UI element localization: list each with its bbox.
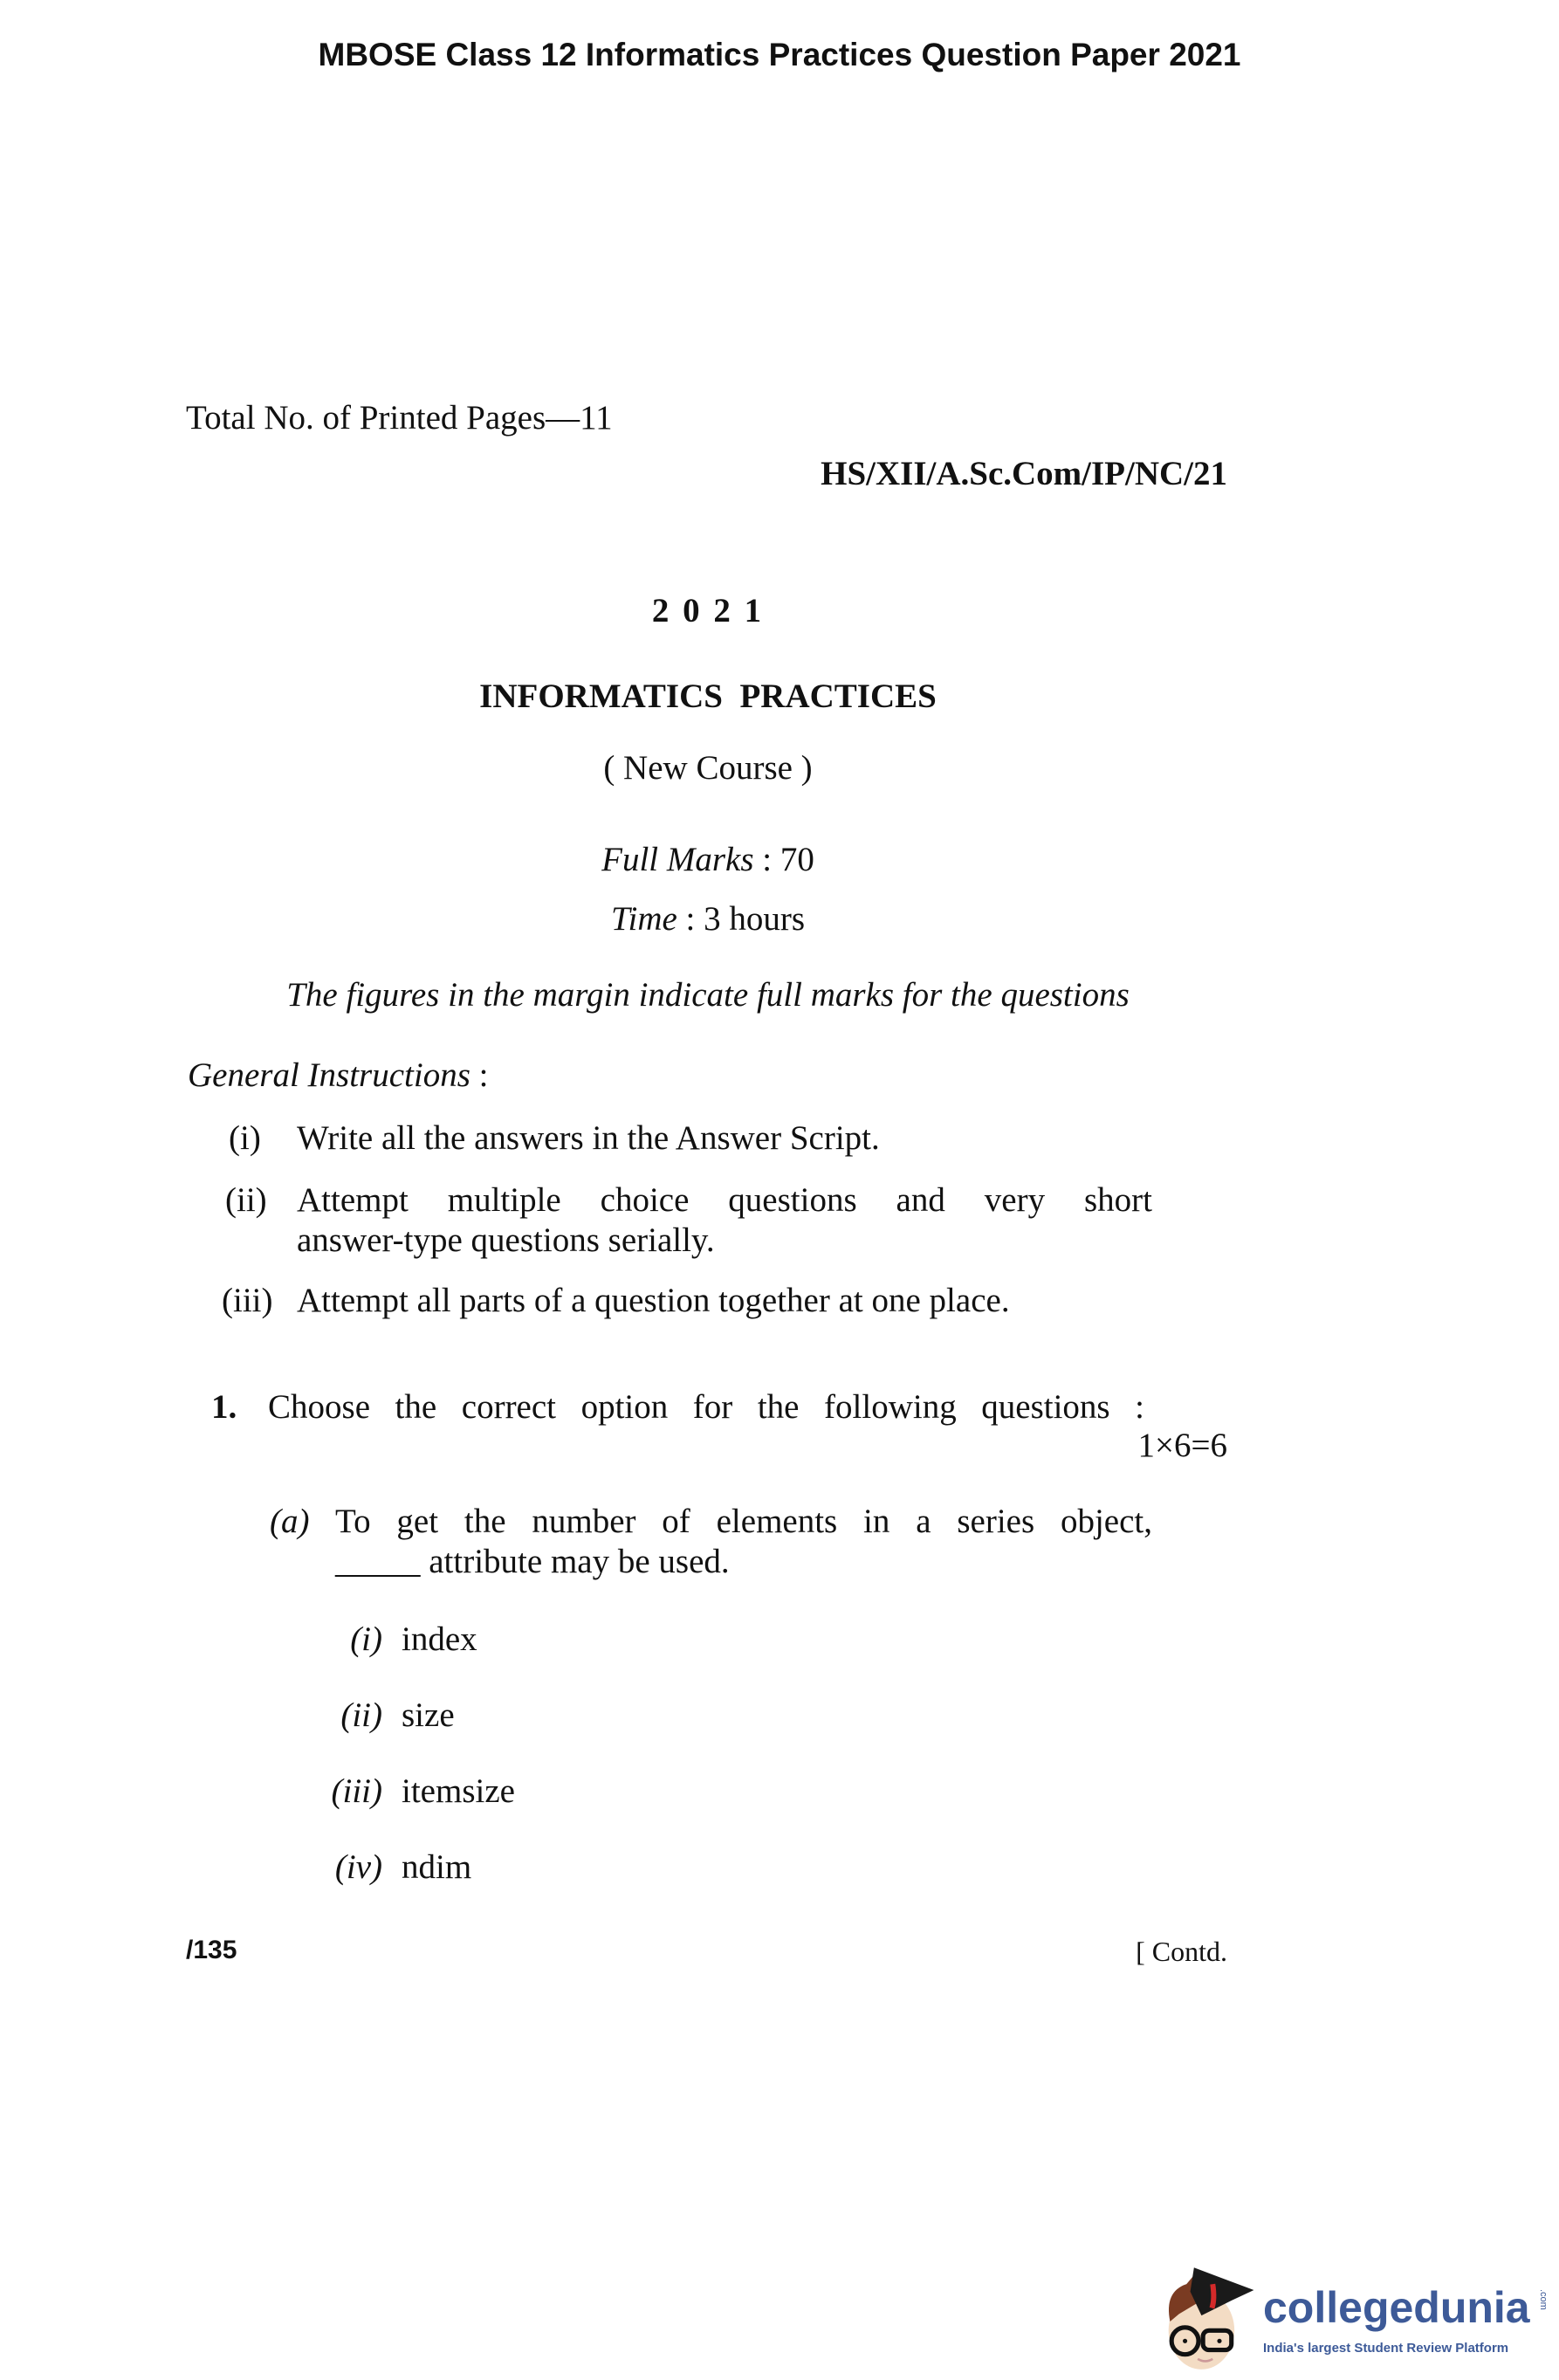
document-header-title: MBOSE Class 12 Informatics Practices Question Paper 2021 <box>318 37 1241 72</box>
option-text: size <box>402 1696 455 1734</box>
full-marks-value: : 70 <box>762 841 814 878</box>
instructions-title <box>188 1058 488 1092</box>
part-label: (a) <box>270 1503 310 1540</box>
part-text: To get the number of elements in a series object, <box>335 1503 1152 1540</box>
option-label: (iv) <box>334 1848 382 1886</box>
year: 2 0 2 1 <box>651 592 765 629</box>
time-label: Time <box>610 900 677 938</box>
part-text-cont: _____ attribute may be used. <box>335 1543 730 1580</box>
page-code: /135 <box>186 1936 237 1964</box>
instructions-title-text: General Instructions <box>188 1056 470 1094</box>
instruction-num: (ii) <box>225 1181 267 1219</box>
time-value: : 3 hours <box>685 900 806 938</box>
logo-tagline: India's largest Student Review Platform <box>1263 2341 1509 2356</box>
instruction-text-cont: answer-type questions serially. <box>297 1221 715 1259</box>
mascot-icon <box>1157 2253 1261 2380</box>
option-label: (iii) <box>331 1772 382 1810</box>
question-marks: 1×6=6 <box>1137 1427 1227 1464</box>
option-text: ndim <box>402 1848 472 1886</box>
course-type: ( New Course ) <box>603 749 813 787</box>
margin-note: The figures in the margin indicate full marks for the questions <box>286 976 1130 1014</box>
option-label: (ii) <box>340 1696 382 1734</box>
subject-title: INFORMATICS PRACTICES <box>479 678 937 715</box>
collegedunia-logo <box>1157 2253 1558 2380</box>
question-number: 1. <box>211 1388 237 1426</box>
instruction-num: (iii) <box>222 1282 273 1319</box>
option-text: index <box>402 1620 477 1658</box>
full-marks-label: Full Marks <box>601 841 754 878</box>
instruction-text: Attempt multiple choice questions and very short <box>297 1181 1152 1219</box>
instruction-text: Write all the answers in the Answer Script. <box>297 1119 880 1157</box>
continued-marker: [ Contd. <box>1136 1936 1227 1967</box>
full-marks <box>601 843 814 877</box>
paper-code: HS/XII/A.Sc.Com/IP/NC/21 <box>821 455 1227 492</box>
question-text: Choose the correct option for the following questions : <box>268 1388 1144 1426</box>
instruction-num: (i) <box>229 1119 261 1157</box>
option-text: itemsize <box>402 1772 515 1810</box>
time <box>611 902 805 936</box>
instructions-colon: : <box>478 1056 489 1094</box>
logo-brand: collegedunia <box>1263 2283 1530 2332</box>
option-label: (i) <box>350 1620 382 1658</box>
total-pages: Total No. of Printed Pages—11 <box>186 399 613 437</box>
logo-suffix: .com <box>1538 2289 1549 2310</box>
instruction-text: Attempt all parts of a question together at one place. <box>297 1282 1010 1319</box>
